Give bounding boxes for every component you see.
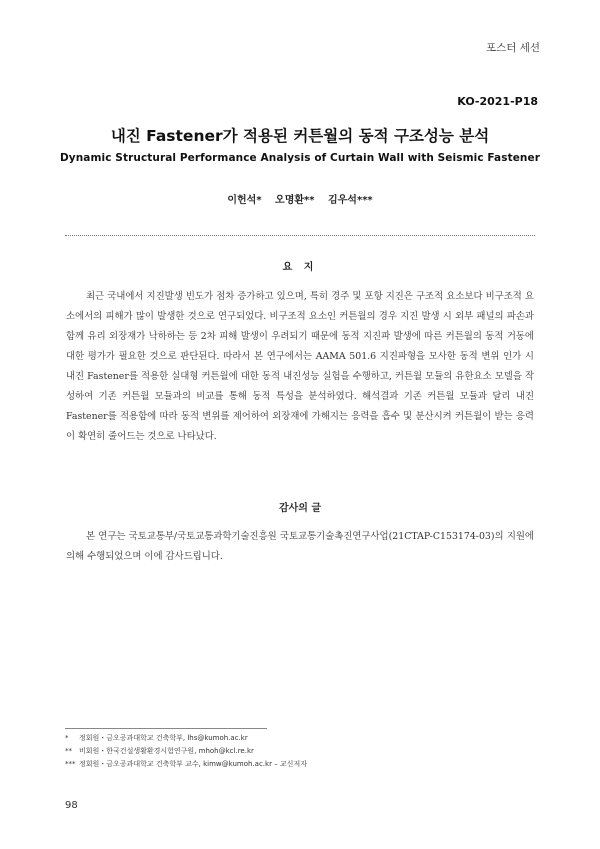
footnote [65,758,545,771]
footnote-text: 정회원・금오공과대학교 건축학부 교수, kimw@kumoh.ac.kr – 교신저자 [79,760,307,768]
page-number: 98 [65,800,78,811]
footnote-mark: ** [65,747,72,755]
author-3: 김우석*** [327,195,373,206]
abstract-body [66,287,534,447]
abstract-text: 최근 국내에서 지진발생 빈도가 점차 증가하고 있으며, 특히 경주 및 포항 지진은 구조적 요소보다 비구조적 요소에서의 피해가 많이 발생한 것으로 연구되었다. 비구조적 요소인 커튼월의 경우 지진 발생 시 외부 패널의 파손과 함께 유리 외장재가 낙하하는 등 2차 피해 발생이 우려되기 때문에 동적 지진파 발생에 따른 커튼월의 동적 거동에 대한 평가가 필요한 것으로 판단된다. 따라서 본 연구에서는 AAMA 501.6 지진파형을 모사한 동적 변위 인가 시 내진 Fastener를 적용한 실대형 커튼월에 대한 동적 내진성능 실험을 수행하고, 커튼월 모듈의 유한요소 모델을 작성하여 기존 커튼월 모듈과의 비교를 통해 동적 특성을 분석하였다. 해석결과 기존 커튼월 모듈과 달리 내진 Fastener를 적용함에 따라 동적 변위를 제어하여 외장재에 가해지는 응력을 흡수 및 분산시켜 커튼월이 받는 응력이 확연히 줄어드는 것으로 나타났다. [66,291,534,442]
author-1: 이헌석* [227,195,262,206]
acknowledgement-text: 본 연구는 국토교통부/국토교통과학기술진흥원 국토교통기술촉진연구사업(21CTAP-C153174-03)의 지원에 의해 수행되었으며 이에 감사드립니다. [66,531,534,562]
title-english: Dynamic Structural Performance Analysis of Curtain Wall with Seismic Fastener [59,152,541,164]
footnote [65,732,545,745]
footnote-text: 정회원・금오공과대학교 건축학부, lhs@kumoh.ac.kr [79,734,248,742]
author-2: 오명환** [275,195,315,206]
title-korean: 내진 Fastener가 적용된 커튼월의 동적 구조성능 분석 [110,127,490,145]
section-label: 포스터 세션 [485,42,540,54]
footnote-mark: * [65,734,69,742]
acknowledgement-heading: 감사의 글 [278,503,322,514]
footnote [65,745,545,758]
footnote-text: 비회원・한국건설생활환경시험연구원, mhoh@kcl.re.kr [79,747,254,755]
dotted-divider [65,235,535,236]
author-list [0,191,600,206]
footnotes [65,732,545,771]
footnote-mark: *** [65,760,76,768]
paper-id: KO-2021-P18 [457,95,538,108]
acknowledgement-body [66,527,534,567]
abstract-heading: 요 지 [282,262,318,273]
footnote-rule [65,728,267,729]
